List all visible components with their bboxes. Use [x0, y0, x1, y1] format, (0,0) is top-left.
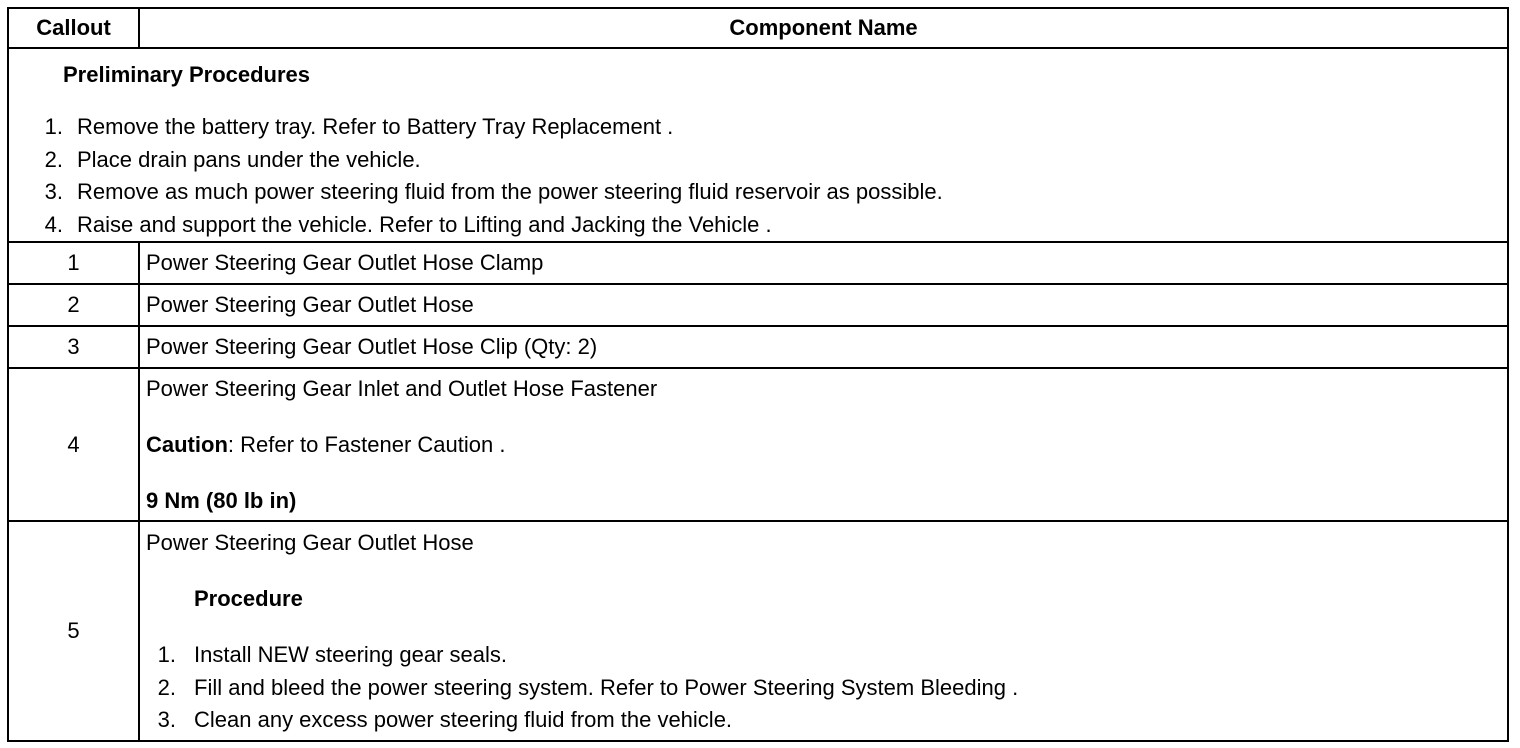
step-number: 2. — [44, 146, 63, 172]
caution-text: : Refer to Fastener Caution . — [227, 431, 506, 457]
step-text: Clean any excess power steering fluid from the vehicle. — [194, 707, 733, 732]
list-item — [9, 209, 1507, 242]
step-number: 1. — [157, 642, 176, 667]
component-name: Power Steering Gear Outlet Hose — [146, 530, 474, 555]
list-item — [9, 111, 1507, 144]
table-row — [8, 242, 1508, 284]
torque-spec: 9 Nm (80 lb in) — [146, 487, 297, 513]
preliminary-procedures-row — [8, 48, 1508, 242]
step-text: Place drain pans under the vehicle. — [77, 146, 421, 172]
table-row — [8, 368, 1508, 521]
caution-line — [146, 432, 1507, 458]
callout-cell: 2 — [8, 284, 139, 326]
list-item — [146, 639, 1507, 672]
caution-label: Caution — [146, 431, 228, 457]
step-text: Raise and support the vehicle. Refer to Lifting and Jacking the Vehicle . — [77, 211, 772, 237]
callout-cell: 4 — [8, 368, 139, 521]
component-name-cell: Power Steering Gear Outlet Hose — [139, 284, 1508, 326]
callout-cell: 5 — [8, 521, 139, 741]
callout-cell: 1 — [8, 242, 139, 284]
component-name: Power Steering Gear Inlet and Outlet Hose Fastener — [146, 375, 658, 401]
callout-cell: 3 — [8, 326, 139, 368]
step-number: 2. — [157, 674, 176, 700]
preliminary-procedures-title: Preliminary Procedures — [63, 62, 311, 87]
step-text: Remove the battery tray. Refer to Battery Tray Replacement . — [77, 114, 674, 139]
step-text: Install NEW steering gear seals. — [194, 642, 508, 667]
table-row — [8, 326, 1508, 368]
procedure-steps-list — [146, 639, 1507, 737]
component-name-cell: Power Steering Gear Outlet Hose Clamp — [139, 242, 1508, 284]
component-name-cell: Power Steering Gear Outlet Hose Clip (Qty: 2) — [139, 326, 1508, 368]
component-table — [7, 7, 1509, 742]
table-row — [8, 284, 1508, 326]
procedure-title: Procedure — [194, 586, 303, 611]
list-item — [146, 704, 1507, 737]
list-item — [9, 144, 1507, 177]
step-number: 3. — [44, 179, 63, 204]
component-name-cell — [139, 521, 1508, 741]
preliminary-procedures-cell — [8, 48, 1508, 242]
list-item — [9, 176, 1507, 209]
callout-column-header: Callout — [8, 8, 139, 48]
preliminary-steps-list — [9, 111, 1507, 241]
table-header-row — [8, 8, 1508, 48]
step-text: Fill and bleed the power steering system. Refer to Power Steering System Bleeding . — [194, 674, 1019, 700]
component-name-column-header: Component Name — [139, 8, 1508, 48]
step-number: 1. — [44, 114, 63, 139]
step-number: 3. — [157, 707, 176, 732]
step-text: Remove as much power steering fluid from the power steering fluid reservoir as possible. — [77, 179, 943, 204]
list-item — [146, 672, 1507, 705]
component-name-cell — [139, 368, 1508, 521]
step-number: 4. — [44, 211, 63, 237]
table-row — [8, 521, 1508, 741]
